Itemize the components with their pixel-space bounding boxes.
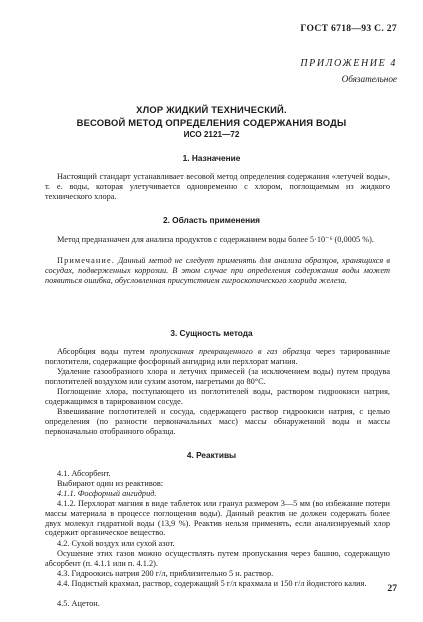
note-label: Примечание. — [57, 256, 115, 265]
section-3-paragraph-3: Поглощение хлора, поступающего из поглотителей воды, раствором гидроокиси натрия, содержащимся в тарированном сосуде. — [45, 387, 390, 406]
section-2-paragraph: Метод предназначен для анализа продуктов с содержанием воды более 5·10⁻⁶ (0,0005 %). — [57, 235, 374, 244]
section-1-paragraph: Настоящий стандарт устанавливает весовой метод определения содержания «летучей воды», т. е. воды, которая улетучивается одновременно с хлором, поглощаемым из жидкого технического хлора. — [45, 172, 390, 201]
running-header: ГОСТ 6718—93 С. 27 — [300, 23, 397, 34]
section-2-note — [45, 256, 390, 285]
appendix-status: Обязательное — [341, 74, 397, 84]
section-heading-4: 4. Реактивы — [186, 450, 237, 460]
section-3-paragraph-2: Удаление газообразного хлора и летучих примесей (за исключением воды) путем продува поглотителей воздухом или сухим азотом, нагретыми до 80°С. — [45, 367, 390, 386]
page-number: 27 — [387, 583, 397, 594]
item-4-2-note: Осушение этих газов можно осуществлять путем пропускания через башню, содержащую абсорбент (п. 4.1.1 или п. 4.1.2). — [45, 549, 390, 568]
item-4-1-1-text: 4.1.1. Фосфорный ангидрид. — [57, 489, 157, 498]
title-line-1: ХЛОР ЖИДКИЙ ТЕХНИЧЕСКИЙ. — [136, 104, 287, 115]
item-4-1-intro: Выбирают один из реактивов: — [57, 479, 164, 488]
section-3-paragraph-4: Взвешивание поглотителей и сосуда, содержащего раствор гидроокиси натрия, с целью определения (по разности первоначальных масс) массы обнаруженной воды и массы первоначально отобранного образца. — [45, 407, 390, 436]
item-4-5: 4.5. Ацетон. — [57, 599, 100, 608]
item-4-1-1 — [45, 489, 390, 499]
s3-p1-end: через тарированные поглотители, содержащие фосфорный ангидрид или перхлорат магния. — [45, 347, 390, 366]
note-text: Данный метод не следует применять для анализа образцов, хранящихся в сосудах, подверженных коррозии. В этом случае при определения содержания воды может появиться ошибка, обусловленная присутствием гигроскопического хлорида железа. — [45, 256, 390, 285]
section-heading-2: 2. Область применения — [162, 215, 261, 225]
item-4-4: 4.4. Подистый крахмал, раствор, содержащий 5 г/л крахмала и 150 г/л йодистого калия. — [57, 579, 367, 588]
item-4-2: 4.2. Сухой воздух или сухой азот. — [57, 539, 175, 548]
title-standard-ref: ИСО 2121—72 — [183, 130, 240, 139]
section-heading-1: 1. Назначение — [182, 153, 241, 163]
item-4-1: 4.1. Абсорбент. — [57, 469, 111, 478]
document-title — [34, 103, 389, 140]
item-4-1-2: 4.1.2. Перхлорат магния в виде таблеток или гранул размером 3—5 мм (во избежание потери массы материала в процессе поглощения воды). Данный реактив не должен содержать более двух молекул гидратной воды (13,9 %). Реактив нельзя применять, если анализируемый хлор содержит органическое вещество. — [45, 499, 390, 538]
section-heading-3: 3. Сущность метода — [170, 328, 253, 338]
item-4-3: 4.3. Гидроокись натрия 200 г/л, приблизительно 5 н. раствор. — [57, 569, 274, 578]
title-line-2: ВЕСОВОЙ МЕТОД ОПРЕДЕЛЕНИЯ СОДЕРЖАНИЯ ВОДЫ — [76, 117, 347, 128]
section-3-paragraph-1 — [45, 347, 390, 367]
s3-p1-start: Абсорбция воды путем — [57, 347, 150, 356]
s3-p1-emphasis: пропускания превращенного в газ образца — [149, 347, 311, 356]
appendix-label: ПРИЛОЖЕНИЕ 4 — [300, 58, 397, 69]
